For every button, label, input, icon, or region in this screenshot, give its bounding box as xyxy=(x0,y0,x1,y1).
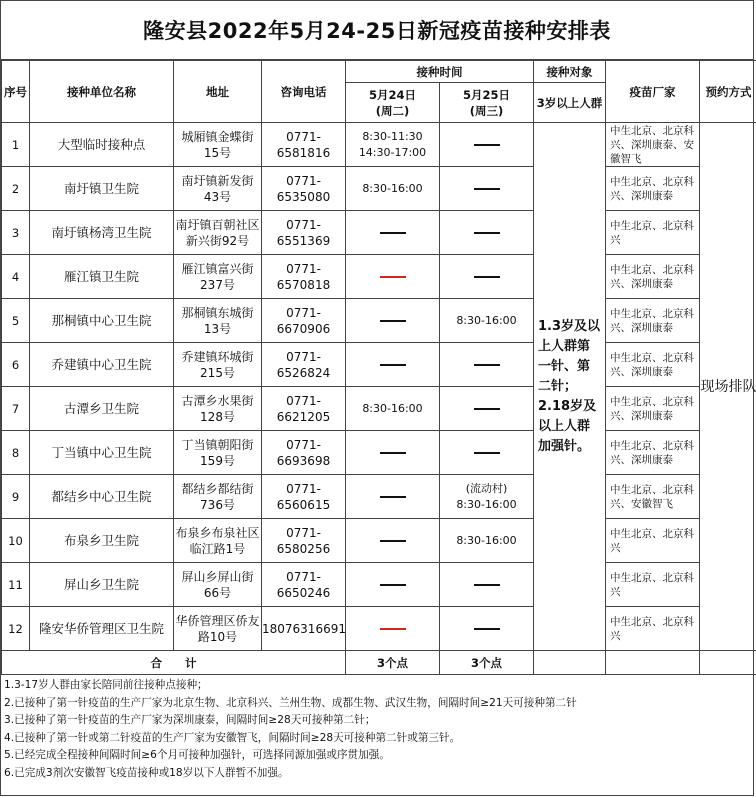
day1-time xyxy=(346,167,440,211)
address: 乔建镇环城街215号 xyxy=(174,343,262,387)
row-index: 6 xyxy=(2,343,30,387)
address: 屏山乡屏山街66号 xyxy=(174,563,262,607)
dash-mark xyxy=(380,452,406,454)
table-row xyxy=(2,343,756,387)
dash-mark xyxy=(474,408,500,410)
row-index: 12 xyxy=(2,607,30,651)
day2-time xyxy=(440,255,534,299)
phone: 0771-6693698 xyxy=(262,431,346,475)
day1-time xyxy=(346,563,440,607)
dash-mark xyxy=(474,452,500,454)
table-row xyxy=(2,475,756,519)
unit-name: 南圩镇卫生院 xyxy=(30,167,174,211)
unit-name: 布泉乡卫生院 xyxy=(30,519,174,563)
day2-time xyxy=(440,519,534,563)
table-row xyxy=(2,387,756,431)
manufacturer-list: 中生北京、北京科兴、深圳康泰 xyxy=(606,431,700,475)
address: 城厢镇金蝶街15号 xyxy=(174,123,262,167)
table-row xyxy=(2,431,756,475)
schedule-table xyxy=(1,60,756,675)
manufacturer-list: 中生北京、北京科兴、深圳康泰 xyxy=(606,255,700,299)
day1-time xyxy=(346,387,440,431)
time-line: 8:30-16:00 xyxy=(362,181,423,195)
header-target-sub: 3岁以上人群 xyxy=(534,83,606,123)
dash-mark xyxy=(474,144,500,146)
total-day1: 3个点 xyxy=(346,651,440,675)
address: 南圩镇新发街43号 xyxy=(174,167,262,211)
manufacturer-list: 中生北京、北京科兴、安徽智飞 xyxy=(606,475,700,519)
notes-section xyxy=(1,675,753,784)
unit-name: 古潭乡卫生院 xyxy=(30,387,174,431)
address: 雁江镇富兴街237号 xyxy=(174,255,262,299)
header-day2: 5月25日 (周三) xyxy=(440,83,534,123)
time-line: 8:30-16:00 xyxy=(456,533,517,547)
table-row xyxy=(2,167,756,211)
time-line: 8:30-16:00 xyxy=(362,401,423,415)
manufacturer-list: 中生北京、北京科兴、深圳康泰 xyxy=(606,387,700,431)
day1-time xyxy=(346,519,440,563)
day1-time xyxy=(346,123,440,167)
time-line: 8:30-16:00 xyxy=(456,497,517,511)
header-address: 地址 xyxy=(174,61,262,123)
manufacturer-list: 中生北京、北京科兴、深圳康泰 xyxy=(606,167,700,211)
unit-name: 大型临时接种点 xyxy=(30,123,174,167)
day1-time xyxy=(346,475,440,519)
time-line: 8:30-11:30 xyxy=(362,129,423,143)
time-line: 14:30-17:00 xyxy=(358,145,427,159)
manufacturer-list: 中生北京、北京科兴 xyxy=(606,519,700,563)
unit-name: 都结乡中心卫生院 xyxy=(30,475,174,519)
total-empty xyxy=(534,651,606,675)
row-index: 11 xyxy=(2,563,30,607)
day2-time xyxy=(440,343,534,387)
total-empty xyxy=(606,651,700,675)
address: 古潭乡水果街128号 xyxy=(174,387,262,431)
day2-time xyxy=(440,167,534,211)
total-label: 合 计 xyxy=(2,651,346,675)
total-day2: 3个点 xyxy=(440,651,534,675)
row-index: 2 xyxy=(2,167,30,211)
day2-time xyxy=(440,563,534,607)
note-line: 6.已完成3剂次安徽智飞疫苗接种或18岁以下人群暂不加强。 xyxy=(4,766,289,779)
note-line: 1.3-17岁人群由家长陪同前往接种点接种； xyxy=(4,679,208,691)
phone: 0771-6580256 xyxy=(262,519,346,563)
header-index: 序号 xyxy=(2,61,30,123)
row-index: 9 xyxy=(2,475,30,519)
manufacturer-list: 中生北京、北京科兴 xyxy=(606,607,700,651)
day2-time xyxy=(440,123,534,167)
unit-name: 乔建镇中心卫生院 xyxy=(30,343,174,387)
address: 华侨管理区侨友路10号 xyxy=(174,607,262,651)
day2-time xyxy=(440,475,534,519)
row-index: 4 xyxy=(2,255,30,299)
day1-time xyxy=(346,431,440,475)
note-line: 3.已接种了第一针疫苗的生产厂家为深圳康泰，间隔时间≥28天可接种第二针； xyxy=(4,714,376,726)
phone: 0771-6551369 xyxy=(262,211,346,255)
dash-mark xyxy=(380,628,406,630)
total-row xyxy=(2,651,756,675)
table-row xyxy=(2,563,756,607)
dash-mark xyxy=(380,276,406,278)
dash-mark xyxy=(474,628,500,630)
header-target-group: 接种对象 xyxy=(534,61,606,83)
row-index: 5 xyxy=(2,299,30,343)
dash-mark xyxy=(474,584,500,586)
dash-mark xyxy=(380,232,406,234)
dash-mark xyxy=(380,540,406,542)
unit-name: 雁江镇卫生院 xyxy=(30,255,174,299)
booking-method: 现场排队 xyxy=(700,123,756,651)
unit-name: 丁当镇中心卫生院 xyxy=(30,431,174,475)
day1-time xyxy=(346,255,440,299)
phone: 0771-6650246 xyxy=(262,563,346,607)
manufacturer-list: 中生北京、北京科兴 xyxy=(606,211,700,255)
day2-time xyxy=(440,299,534,343)
address: 丁当镇朝阳街159号 xyxy=(174,431,262,475)
phone: 0771-6570818 xyxy=(262,255,346,299)
note-line: 5.已经完成全程接种间隔时间≥6个月可接种加强针，可选择同源加强或序贯加强。 xyxy=(4,749,390,761)
manufacturer-list: 中生北京、北京科兴 xyxy=(606,563,700,607)
dash-mark xyxy=(380,364,406,366)
page-title: 隆安县2022年5月24-25日新冠疫苗接种安排表 xyxy=(1,1,753,60)
dash-mark xyxy=(474,232,500,234)
day1-time xyxy=(346,299,440,343)
dash-mark xyxy=(474,276,500,278)
table-row xyxy=(2,255,756,299)
address: 南圩镇百朝社区新兴街92号 xyxy=(174,211,262,255)
dash-mark xyxy=(380,496,406,498)
phone: 18076316691 xyxy=(262,607,346,651)
unit-name: 屏山乡卫生院 xyxy=(30,563,174,607)
note-line: 2.已接种了第一针疫苗的生产厂家为北京生物、北京科兴、兰州生物、成都生物、武汉生物，间隔时间≥21天可接种第二针 xyxy=(4,696,577,709)
day1-time xyxy=(346,211,440,255)
dash-mark xyxy=(380,584,406,586)
phone: 0771-6581816 xyxy=(262,123,346,167)
table-row xyxy=(2,299,756,343)
row-index: 1 xyxy=(2,123,30,167)
unit-name: 隆安华侨管理区卫生院 xyxy=(30,607,174,651)
target-population: 1.3岁及以上人群第一针、第二针；2.18岁及以上人群加强针。 xyxy=(534,123,606,651)
time-line: 8:30-16:00 xyxy=(456,313,517,327)
phone: 0771-6670906 xyxy=(262,299,346,343)
table-row xyxy=(2,123,756,167)
header-time-group: 接种时间 xyxy=(346,61,534,83)
day1-time xyxy=(346,343,440,387)
manufacturer-list: 中生北京、北京科兴、深圳康泰 xyxy=(606,343,700,387)
header-unit: 接种单位名称 xyxy=(30,61,174,123)
day1-time xyxy=(346,607,440,651)
table-row xyxy=(2,607,756,651)
address: 那桐镇东城街13号 xyxy=(174,299,262,343)
phone: 0771-6526824 xyxy=(262,343,346,387)
phone: 0771-6621205 xyxy=(262,387,346,431)
header-booking: 预约方式 xyxy=(700,61,756,123)
day2-time xyxy=(440,431,534,475)
phone: 0771-6535080 xyxy=(262,167,346,211)
header-manufacturer: 疫苗厂家 xyxy=(606,61,700,123)
row-index: 8 xyxy=(2,431,30,475)
address: 布泉乡布泉社区临江路1号 xyxy=(174,519,262,563)
table-row xyxy=(2,211,756,255)
table-row xyxy=(2,519,756,563)
day2-time xyxy=(440,607,534,651)
day2-time xyxy=(440,387,534,431)
dash-mark xyxy=(380,320,406,322)
dash-mark xyxy=(474,364,500,366)
day2-time xyxy=(440,211,534,255)
address: 都结乡都结街736号 xyxy=(174,475,262,519)
phone: 0771-6560615 xyxy=(262,475,346,519)
header-day1: 5月24日 (周二) xyxy=(346,83,440,123)
row-index: 10 xyxy=(2,519,30,563)
total-empty xyxy=(700,651,756,675)
header-phone: 咨询电话 xyxy=(262,61,346,123)
row-index: 3 xyxy=(2,211,30,255)
manufacturer-list: 中生北京、北京科兴、深圳康泰 xyxy=(606,299,700,343)
unit-name: 南圩镇杨湾卫生院 xyxy=(30,211,174,255)
dash-mark xyxy=(474,188,500,190)
unit-name: 那桐镇中心卫生院 xyxy=(30,299,174,343)
note-line: 4.已接种了第一针或第二针疫苗的生产厂家为安徽智飞，间隔时间≥28天可接种第二针或第三针。 xyxy=(4,731,461,744)
time-line: (流动村) xyxy=(465,481,508,495)
manufacturer-list: 中生北京、北京科兴、深圳康泰、安徽智飞 xyxy=(606,123,700,167)
row-index: 7 xyxy=(2,387,30,431)
